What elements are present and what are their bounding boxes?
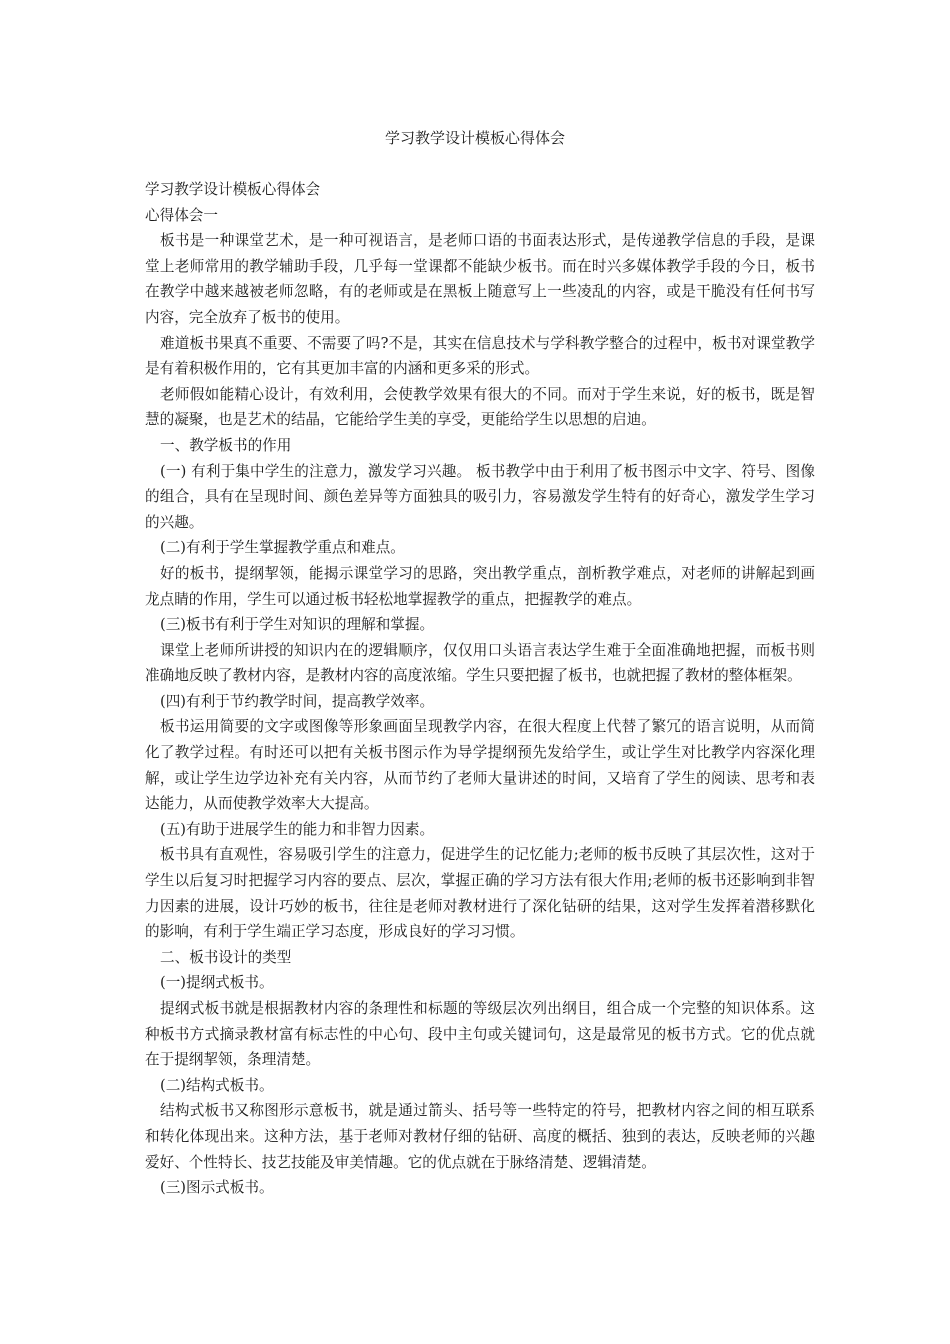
paragraph: (一) 有利于集中学生的注意力，激发学习兴趣。 板书教学中由于利用了板书图示中文字、符号、图像的组合，具有在呈现时间、颜色差异等方面独具的吸引力，容易激发学生特有的好奇心，激发学生学习的兴趣。 [145,462,815,531]
paragraph: 课堂上老师所讲授的知识内在的逻辑顺序，仅仅用口头语言表达学生难于全面准确地把握，而板书则准确地反映了教材内容，是教材内容的高度浓缩。学生只要把握了板书，也就把握了教材的整体框架。 [145,641,815,685]
paragraph: 提纲式板书就是根据教材内容的条理性和标题的等级层次列出纲目，组合成一个完整的知识体系。这种板书方式摘录教材富有标志性的中心句、段中主句或关键词句，这是最常见的板书方式。它的优点就在于提纲挈领，条理清楚。 [145,1000,815,1069]
paragraph: (一)提纲式板书。 [160,974,274,992]
paragraph: 板书具有直观性，容易吸引学生的注意力，促进学生的记忆能力;老师的板书反映了其层次性，这对于学生以后复习时把握学习内容的要点、层次，掌握正确的学习方法有很大作用;老师的板书还影响到非智力因素的进展，设计巧妙的板书，往往是老师对教材进行了深化钻研的结果，这对学生发挥着潜移默化的影响，有利于学生端正学习态度，形成良好的学习习惯。 [145,846,815,941]
paragraph: 心得体会一 [145,206,218,224]
paragraph: (二)结构式板书。 [160,1076,274,1094]
document-body [145,177,815,1201]
paragraph: 结构式板书又称图形示意板书，就是通过箭头、括号等一些特定的符号，把教材内容之间的相互联系和转化体现出来。这种方法，基于老师对教材仔细的钻研、高度的概括、独到的表达，反映老师的兴趣爱好、个性特长、技艺技能及审美情趣。它的优点就在于脉络清楚、逻辑清楚。 [145,1102,815,1171]
paragraph: 板书是一种课堂艺术，是一种可视语言，是老师口语的书面表达形式，是传递教学信息的手段，是课堂上老师常用的教学辅助手段，几乎每一堂课都不能缺少板书。而在时兴多媒体教学手段的今日，板书在教学中越来越被老师忽略，有的老师或是在黑板上随意写上一些凌乱的内容，或是干脆没有任何书写内容，完全放弃了板书的使用。 [145,232,815,326]
paragraph: 难道板书果真不重要、不需要了吗?不是，其实在信息技术与学科教学整合的过程中，板书对课堂教学是有着积极作用的，它有其更加丰富的内涵和更多采的形式。 [145,334,815,378]
paragraph: 学习教学设计模板心得体会 [145,181,321,198]
paragraph: 二、板书设计的类型 [160,948,292,966]
paragraph: (五)有助于进展学生的能力和非智力因素。 [160,820,435,838]
paragraph: 老师假如能精心设计，有效利用，会使教学效果有很大的不同。而对于学生来说，好的板书，既是智慧的凝聚，也是艺术的结晶，它能给学生美的享受，更能给学生以思想的启迪。 [145,385,815,429]
paragraph: (四)有利于节约教学时间，提高教学效率。 [160,692,435,710]
paragraph: (二)有利于学生掌握教学重点和难点。 [160,539,405,557]
paragraph: (三)图示式板书。 [160,1179,274,1197]
document-title: 学习教学设计模板心得体会 [384,129,565,147]
paragraph: (三)板书有利于学生对知识的理解和掌握。 [160,616,435,634]
paragraph: 好的板书，提纲挈领，能揭示课堂学习的思路，突出教学重点，剖析教学难点，对老师的讲解起到画龙点睛的作用，学生可以通过板书轻松地掌握教学的重点，把握教学的难点。 [145,564,815,608]
paragraph: 板书运用简要的文字或图像等形象画面呈现教学内容，在很大程度上代替了繁冗的语言说明，从而简化了教学过程。有时还可以把有关板书图示作为导学提纲预先发给学生，或让学生对比教学内容深化理解，或让学生边学边补充有关内容，从而节约了老师大量讲述的时间，又培育了学生的阅读、思考和表达能力，从而使教学效率大大提高。 [145,718,815,813]
paragraph: 一、教学板书的作用 [160,436,292,454]
